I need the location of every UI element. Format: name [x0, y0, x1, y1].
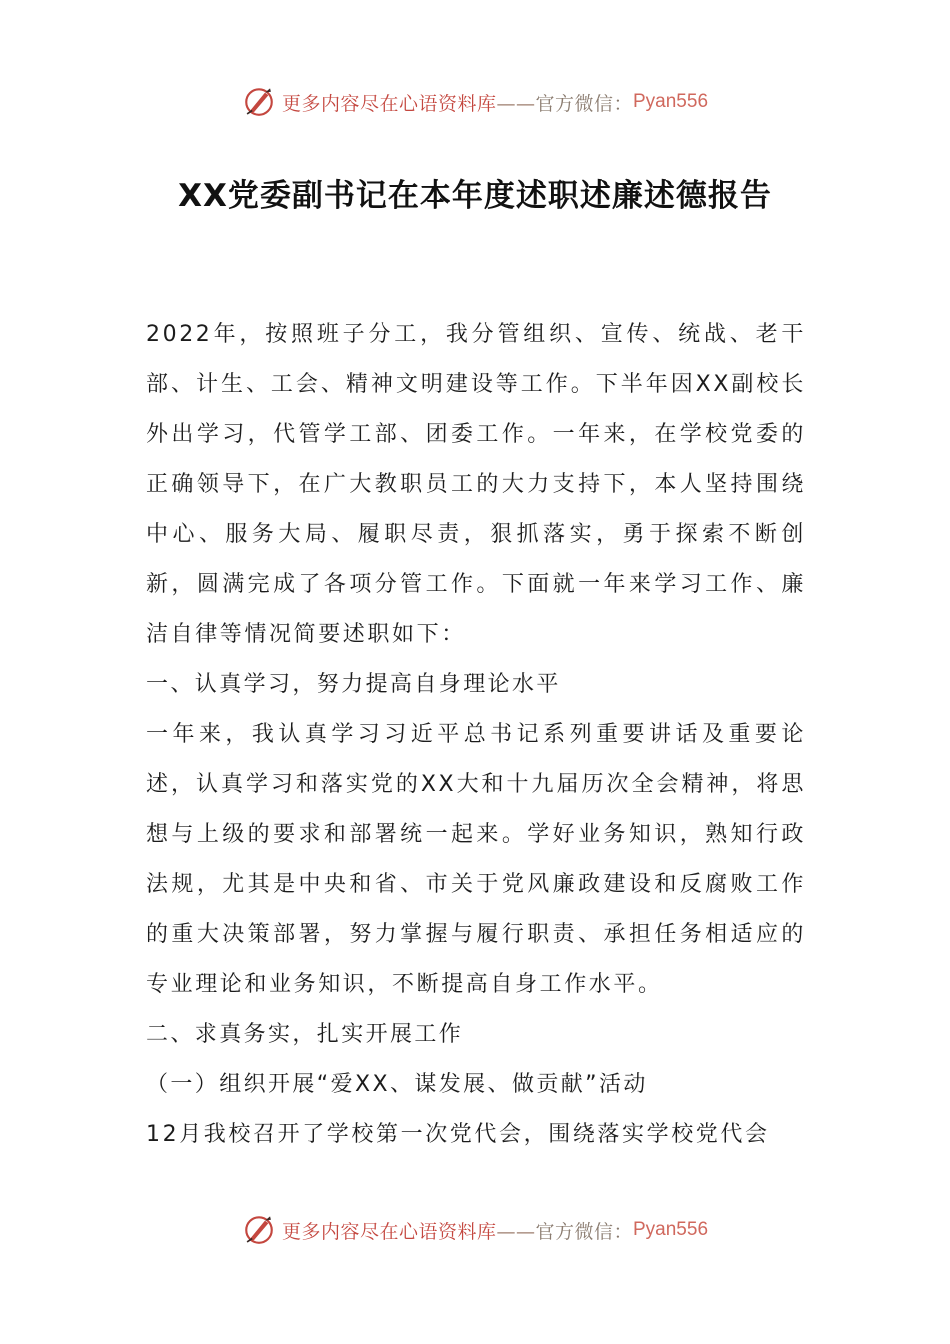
watermark-text: 更多内容尽在心语资料库——官方微信： [281, 1220, 633, 1243]
subsection-heading-1: （一）组织开展“爱XX、谋发展、做贡献”活动 [146, 1072, 648, 1097]
paragraph-study: 一年来，我认真学习习近平总书记系列重要讲话及重要论述，认真学习和落实党的XX大和十九届历次全会精神，将思想与上级的要求和部署统一起来。学好业务知识，熟知行政法规，尤其是中央和省、市关于党风廉政建设和反腐败工作的重大决策部署，努力掌握与履行职责、承担任务相适应的专业理论和业务知识，不断提高自身工作水平。 [146, 722, 806, 997]
quill-pen-circle-icon [242, 1213, 276, 1247]
watermark-footer [0, 1210, 950, 1250]
document-body [146, 310, 806, 1160]
watermark-header [0, 82, 950, 122]
paragraph-intro: 2022年，按照班子分工，我分管组织、宣传、统战、老干部、计生、工会、精神文明建设等工作。下半年因XX副校长外出学习，代管学工部、团委工作。一年来，在学校党委的正确领导下，在广大教职员工的大力支持下，本人坚持围绕中心、服务大局、履职尽责，狠抓落实，勇于探索不断创新，圆满完成了各项分管工作。下面就一年来学习工作、廉洁自律等情况简要述职如下： [146, 322, 806, 647]
watermark-wechat-id: Pyan556 [633, 1219, 709, 1240]
document-title: XX党委副书记在本年度述职述廉述德报告 [178, 178, 772, 214]
paragraph-congress: 12月我校召开了学校第一次党代会，围绕落实学校党代会 [146, 1122, 770, 1147]
watermark-wechat-id: Pyan556 [633, 91, 709, 112]
watermark-text: 更多内容尽在心语资料库——官方微信： [281, 92, 633, 115]
section-heading-2: 二、求真务实，扎实开展工作 [146, 1022, 464, 1047]
quill-pen-circle-icon [242, 85, 276, 119]
section-heading-1: 一、认真学习，努力提高自身理论水平 [146, 672, 561, 697]
